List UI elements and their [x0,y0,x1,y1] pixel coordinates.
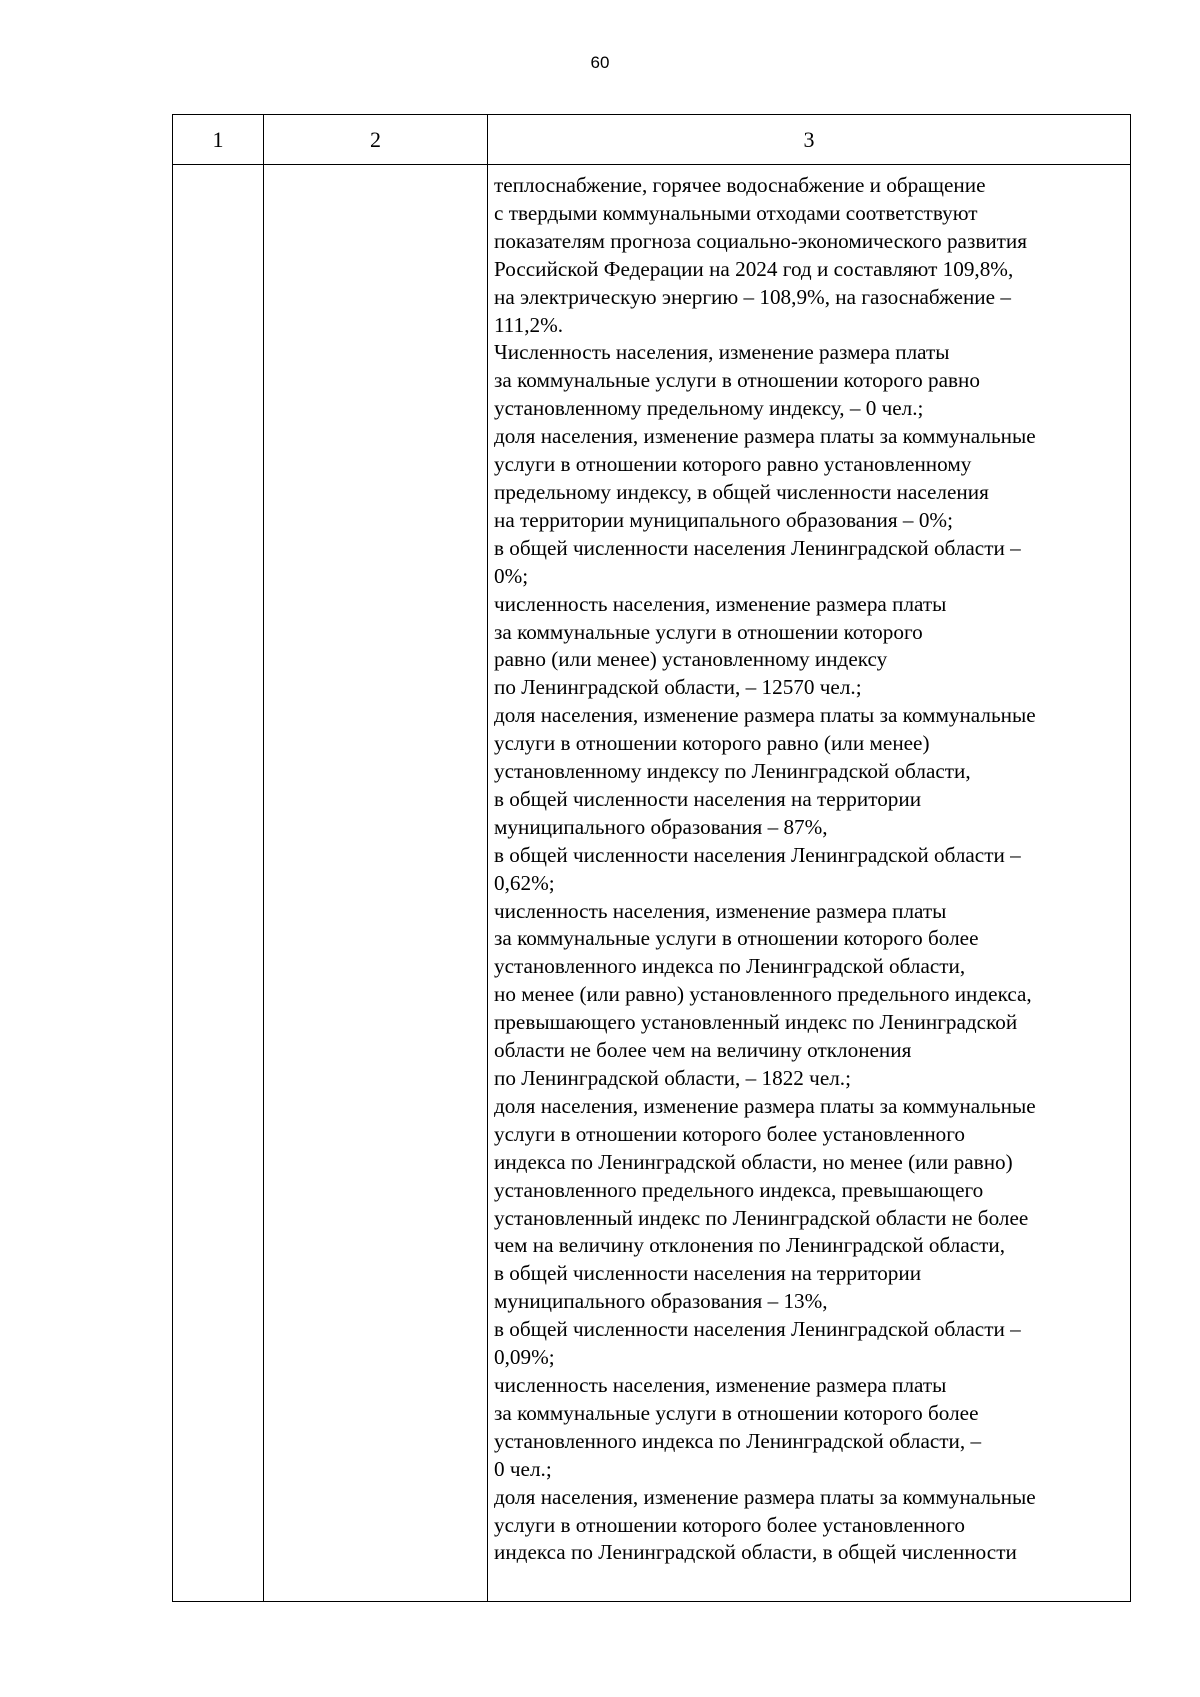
text-line: установленный индекс по Ленинградской области не более [494,1205,1029,1230]
text-line: в общей численности населения Ленинградской области – [494,535,1021,560]
text-line: теплоснабжение, горячее водоснабжение и обращение [494,173,986,197]
text-line: 0 чел.; [494,1456,552,1481]
text-line: Численность населения, изменение размера платы [494,340,950,365]
text-line: 0,62%; [494,870,555,895]
text-line: численность населения, изменение размера платы [494,591,947,616]
text-line: доля населения, изменение размера платы за коммунальные [494,1093,1036,1118]
text-line: на электрическую энергию – 108,9%, на газоснабжение – [494,284,1011,309]
text-line: муниципального образования – 13%, [494,1289,828,1314]
text-line: за коммунальные услуги в отношении которого равно [494,368,980,393]
text-line: установленному индексу по Ленинградской области, [494,759,971,784]
text-line: чем на величину отклонения по Ленинградской области, [494,1233,1006,1258]
text-line: установленного индекса по Ленинградской области, – [494,1428,982,1453]
text-line: по Ленинградской области, – 12570 чел.; [494,675,862,700]
text-line: индекса по Ленинградской области, но менее (или равно) [494,1149,1013,1174]
document-table [172,114,1131,1602]
text-line: доля населения, изменение размера платы за коммунальные [494,424,1036,449]
text-line: в общей численности населения на территории [494,786,922,811]
text-line: показателям прогноза социально-экономического развития [494,228,1028,253]
text-line: в общей численности населения на территории [494,1261,922,1286]
table-cell-column-2 [264,165,488,1602]
text-line: превышающего установленный индекс по Ленинградской [494,1010,1018,1035]
text-line: но менее (или равно) установленного предельного индекса, [494,982,1032,1007]
text-line: доля населения, изменение размера платы за коммунальные [494,703,1036,728]
text-line: численность населения, изменение размера платы [494,898,947,923]
column-header-1: 1 [173,115,264,165]
text-line: в общей численности населения Ленинградской области – [494,842,1021,867]
page-number: 60 [590,53,610,72]
text-line: на территории муниципального образования – 0%; [494,507,953,532]
text-line: 111,2%. [494,312,564,337]
text-line: в общей численности населения Ленинградской области – [494,1317,1021,1342]
table-cell-column-3 [488,165,1131,1602]
text-line: установленного индекса по Ленинградской области, [494,954,966,979]
table-row [173,165,1131,1602]
text-line: области не более чем на величину отклонения [494,1038,912,1063]
column-header-2: 2 [264,115,488,165]
text-line: муниципального образования – 87%, [494,814,828,839]
text-line: предельному индексу, в общей численности населения [494,479,989,504]
text-line: услуги в отношении которого более установленного [494,1512,966,1537]
text-line: с твердыми коммунальными отходами соответствуют [494,200,978,225]
text-line: за коммунальные услуги в отношении которого более [494,926,979,951]
text-line: установленного предельного индекса, превышающего [494,1177,984,1202]
text-line: услуги в отношении которого равно (или менее) [494,731,930,756]
table-cell-column-1 [173,165,264,1602]
text-line: 0,09%; [494,1345,555,1370]
text-line: услуги в отношении которого равно установленному [494,452,972,477]
text-line: за коммунальные услуги в отношении которого более [494,1400,979,1425]
text-line: доля населения, изменение размера платы за коммунальные [494,1484,1036,1509]
text-line: установленному предельному индексу, – 0 чел.; [494,396,924,421]
text-line: 0%; [494,563,529,588]
table-header-row [173,115,1131,165]
text-block [494,172,1126,1567]
text-line: по Ленинградской области, – 1822 чел.; [494,1066,851,1090]
text-line: индекса по Ленинградской области, в общей численности [494,1540,1017,1565]
text-line: за коммунальные услуги в отношении которого [494,619,923,644]
text-line: численность населения, изменение размера платы [494,1372,947,1397]
text-line: Российской Федерации на 2024 год и составляют 109,8%, [494,256,1014,281]
text-line: равно (или менее) установленному индексу [494,647,888,672]
text-line: услуги в отношении которого более установленного [494,1121,966,1146]
column-header-3: 3 [488,115,1131,165]
